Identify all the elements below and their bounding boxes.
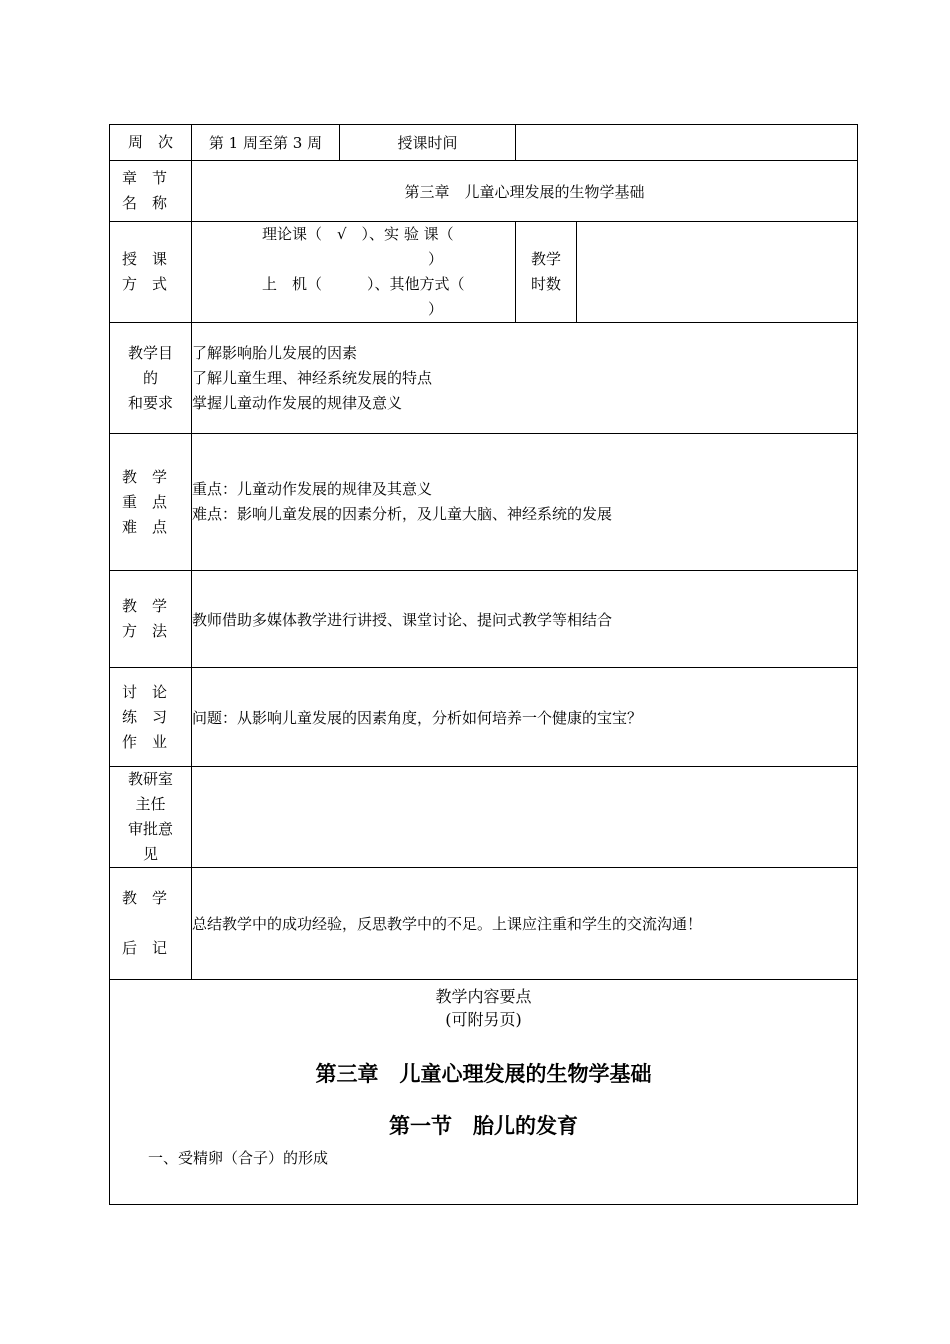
keypoint-item: 难点：影响儿童发展的因素分析，及儿童大脑、神经系统的发展 xyxy=(192,505,613,523)
goals-label-line-2: 的 xyxy=(142,368,158,387)
approval-label-line-2: 主任 xyxy=(135,795,166,813)
discussion-label-line-3: 作 业 xyxy=(122,732,168,751)
postscript-label xyxy=(110,868,192,980)
teaching-method-row xyxy=(110,571,858,668)
method-line-2b: ） xyxy=(428,300,444,318)
chapter-name: 第三章 儿童心理发展的生物学基础 xyxy=(192,161,858,222)
keypoints-label-line-1: 教 学 xyxy=(122,467,168,486)
chapter-label-bottom: 名 称 xyxy=(122,194,168,212)
hours-label-top: 教学 xyxy=(530,250,561,268)
method-label xyxy=(110,222,192,323)
class-time-value xyxy=(516,125,858,161)
keypoints-label-line-2: 重 点 xyxy=(122,492,168,511)
method-label-bottom: 方 式 xyxy=(122,275,168,293)
teaching-method-label-line-2: 方 法 xyxy=(122,622,168,640)
teaching-method-value: 教师借助多媒体教学进行讲授、课堂讨论、提问式教学等相结合 xyxy=(192,571,858,668)
discussion-value: 问题：从影响儿童发展的因素角度，分析如何培养一个健康的宝宝？ xyxy=(192,668,858,767)
goals-label xyxy=(110,323,192,434)
method-options xyxy=(192,222,516,323)
postscript-label-bottom: 后 记 xyxy=(122,939,168,957)
discussion-label-line-2: 练 习 xyxy=(122,707,168,726)
chapter-label xyxy=(110,161,192,222)
approval-label-line-1: 教研室 xyxy=(127,770,173,788)
keypoints-label-line-3: 难 点 xyxy=(122,517,168,536)
content-subtitle: (可附另页) xyxy=(445,1010,522,1029)
content-row xyxy=(110,980,858,1205)
goal-item: 了解儿童生理、神经系统发展的特点 xyxy=(192,368,433,387)
goals-label-line-1: 教学目 xyxy=(127,343,173,362)
chapter-heading: 第三章 儿童心理发展的生物学基础 xyxy=(315,1062,652,1086)
class-time-label: 授课时间 xyxy=(340,125,516,161)
chapter-label-top: 章 节 xyxy=(122,169,168,187)
approval-row xyxy=(110,767,858,868)
chapter-row xyxy=(110,161,858,222)
postscript-label-top: 教 学 xyxy=(122,889,168,907)
content-first-item: 一、受精卵（合子）的形成 xyxy=(148,1149,329,1167)
week-label: 周 次 xyxy=(110,125,192,161)
method-line-1b: ） xyxy=(428,250,444,268)
goal-item: 了解影响胎儿发展的因素 xyxy=(192,343,358,362)
hours-value xyxy=(577,222,858,323)
hours-label xyxy=(516,222,577,323)
section-heading: 第一节 胎儿的发育 xyxy=(389,1114,578,1138)
approval-label-line-3: 审批意 xyxy=(127,820,173,838)
method-line-2: 上 机（ ）、其他方式（ xyxy=(262,275,465,293)
approval-label xyxy=(110,767,192,868)
discussion-label-line-1: 讨 论 xyxy=(122,682,168,701)
goals-label-line-3: 和要求 xyxy=(127,393,173,412)
postscript-row xyxy=(110,868,858,980)
approval-label-line-4: 见 xyxy=(142,845,158,863)
lesson-plan-table xyxy=(109,124,858,1205)
method-line-1: 理论课（ √ ）、实 验 课（ xyxy=(262,225,454,243)
keypoints-content xyxy=(192,434,858,571)
method-label-top: 授 课 xyxy=(122,250,168,268)
keypoint-item: 重点：儿童动作发展的规律及其意义 xyxy=(192,480,433,498)
content-cell xyxy=(110,980,858,1205)
goals-content xyxy=(192,323,858,434)
week-row xyxy=(110,125,858,161)
goal-item: 掌握儿童动作发展的规律及意义 xyxy=(192,393,403,412)
goals-row xyxy=(110,323,858,434)
method-row xyxy=(110,222,858,323)
week-range: 第 1 周至第 3 周 xyxy=(192,125,340,161)
keypoints-row xyxy=(110,434,858,571)
discussion-row xyxy=(110,668,858,767)
content-title: 教学内容要点 xyxy=(435,987,532,1006)
teaching-method-label xyxy=(110,571,192,668)
teaching-method-label-line-1: 教 学 xyxy=(122,597,168,615)
hours-label-bottom: 时数 xyxy=(530,275,561,293)
discussion-label xyxy=(110,668,192,767)
keypoints-label xyxy=(110,434,192,571)
postscript-value: 总结教学中的成功经验，反思教学中的不足。上课应注重和学生的交流沟通！ xyxy=(192,868,858,980)
approval-value xyxy=(192,767,858,868)
